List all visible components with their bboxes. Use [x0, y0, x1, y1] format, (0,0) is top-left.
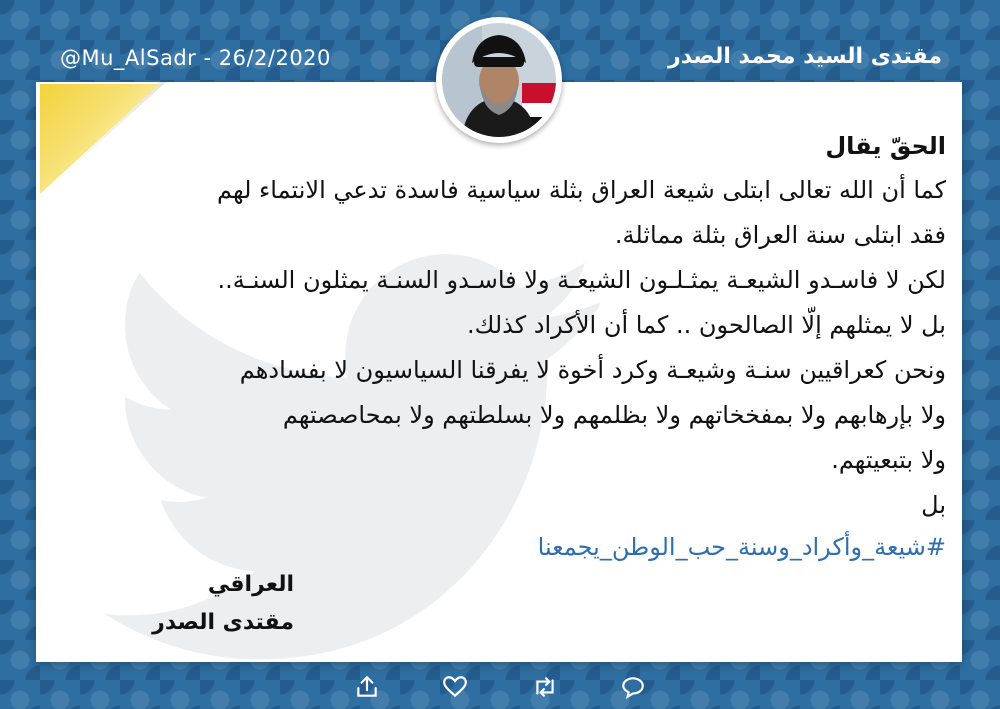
tweet-line: ولا بتبعيتهم.: [831, 446, 946, 474]
share-icon: [354, 674, 380, 700]
signature: [134, 566, 294, 642]
tweet-actions: [0, 670, 1000, 704]
author-name: مقتدى السيد محمد الصدر: [668, 44, 942, 69]
tweet-line: بل: [921, 491, 946, 519]
signature-line-1: العراقي: [207, 572, 294, 597]
tweet-title: الحقّ يقال: [825, 132, 946, 160]
signature-line-2: مقتدى الصدر: [152, 610, 294, 635]
handle-and-date: @Mu_AlSadr - 26/2/2020: [60, 46, 331, 70]
tweet-line: بل لا يمثلهم إلّا الصالحون .. كما أن الأكراد كذلك.: [466, 311, 946, 339]
retweet-button[interactable]: [528, 670, 562, 704]
heart-icon: [442, 674, 468, 700]
avatar[interactable]: [436, 17, 562, 143]
hashtag-link[interactable]: #شيعة_وأكراد_وسنة_حب_الوطن_يجمعنا: [537, 533, 946, 561]
tweet-line: كما أن الله تعالى ابتلى شيعة العراق بثلة سياسية فاسدة تدعي الانتماء لهم: [217, 176, 946, 204]
reply-button[interactable]: [616, 670, 650, 704]
tweet-text: [76, 124, 946, 562]
avatar-portrait: [442, 23, 556, 137]
tweet-line: فقد ابتلى سنة العراق بثلة مماثلة.: [614, 221, 946, 249]
like-button[interactable]: [438, 670, 472, 704]
tweet-line: ولا بإرهابهم ولا بمفخخاتهم ولا بظلمهم ولا بسلطتهم ولا بمحاصصتهم: [282, 401, 946, 429]
tweet-line: ونحن كعراقيين سنـة وشيعـة وكرد أخوة لا يفرقنا السياسيون لا بفسادهم: [239, 356, 946, 384]
share-button[interactable]: [350, 670, 384, 704]
retweet-icon: [532, 674, 558, 700]
tweet-line: لكن لا فاسـدو الشيعـة يمثـلـون الشيعـة ولا فاسـدو السنـة يمثلون السنـة..: [217, 266, 946, 294]
reply-icon: [620, 674, 646, 700]
